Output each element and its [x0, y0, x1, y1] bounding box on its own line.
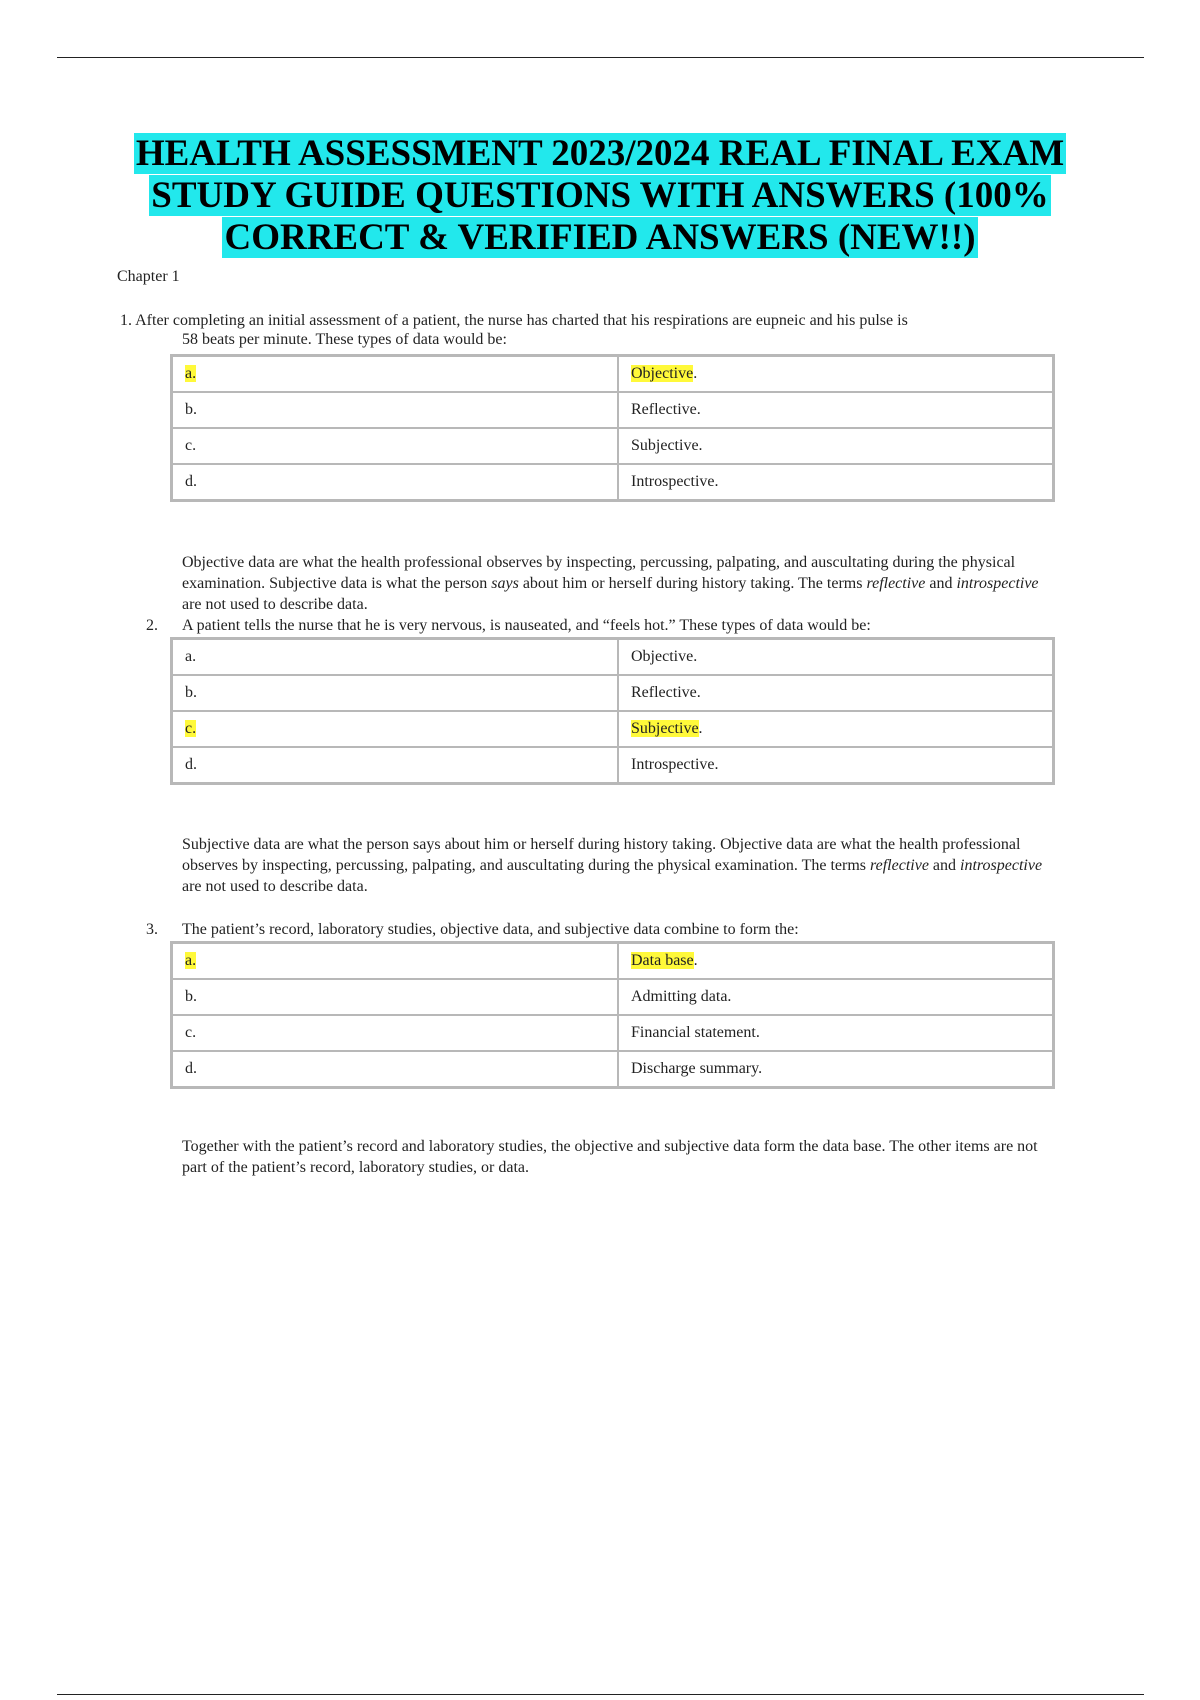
title-line-3: CORRECT & VERIFIED ANSWERS (NEW!!)	[224, 217, 976, 258]
question-3-text: The patient’s record, laboratory studies, objective data, and subjective data combine to form the:	[182, 921, 799, 938]
option-row	[172, 639, 1053, 675]
bottom-rule	[57, 1694, 1144, 1695]
explanation-text: about him or herself during history taking. The terms	[518, 575, 867, 592]
option-letter: d.	[172, 1051, 618, 1087]
explanation-text: Objective data are what the health professional observes by inspecting, percussing, palpating, and auscultating during the physical examination. Subjective data is what the person	[182, 554, 1016, 592]
option-letter: d.	[172, 464, 618, 500]
question-2-number: 2.	[146, 617, 158, 634]
option-text: Financial statement.	[618, 1015, 1053, 1051]
explanation-emphasis: says	[491, 575, 519, 592]
question-1-number: 1.	[120, 312, 132, 329]
question-2-text: A patient tells the nurse that he is very nervous, is nauseated, and “feels hot.” These types of data would be:	[182, 617, 871, 634]
explanation-text: are not used to describe data.	[182, 596, 368, 613]
option-row	[172, 943, 1053, 979]
explanation-emphasis: introspective	[960, 857, 1043, 874]
question-3-options	[170, 941, 1055, 1089]
option-letter: b.	[172, 675, 618, 711]
option-text: Introspective.	[618, 747, 1053, 783]
question-1-line-1: After completing an initial assessment of a patient, the nurse has charted that his respirations are eupneic and his pulse is	[135, 312, 908, 329]
document-title	[110, 133, 1090, 259]
question-3-explanation: Together with the patient’s record and laboratory studies, the objective and subjective data form the data base. The other items are not part of the patient’s record, laboratory studies, or data.	[182, 1138, 1038, 1176]
option-row	[172, 356, 1053, 392]
option-suffix: .	[693, 365, 698, 382]
option-row	[172, 979, 1053, 1015]
option-letter: a.	[185, 365, 197, 382]
option-text: Objective	[631, 365, 694, 382]
explanation-emphasis: introspective	[956, 575, 1039, 592]
option-row	[172, 392, 1053, 428]
option-letter: a.	[172, 639, 618, 675]
question-1-options	[170, 354, 1055, 502]
option-text: Introspective.	[618, 464, 1053, 500]
explanation-text: are not used to describe data.	[182, 878, 368, 895]
question-3-number: 3.	[146, 921, 158, 938]
option-text: Subjective.	[618, 428, 1053, 464]
chapter-heading: Chapter 1	[117, 268, 180, 285]
option-text: Data base	[631, 952, 694, 969]
top-rule	[57, 57, 1144, 58]
option-row	[172, 1051, 1053, 1087]
title-line-2: STUDY GUIDE QUESTIONS WITH ANSWERS (100%	[151, 175, 1049, 216]
option-letter: b.	[172, 392, 618, 428]
explanation-emphasis: reflective	[870, 857, 929, 874]
option-text: Objective.	[618, 639, 1053, 675]
option-letter: c.	[185, 720, 197, 737]
option-text: Admitting data.	[618, 979, 1053, 1015]
option-text: Discharge summary.	[618, 1051, 1053, 1087]
option-suffix: .	[698, 720, 703, 737]
explanation-text: Subjective data are what the person says about him or herself during history taking. Objective data are what the health professional observes by inspecting, percussing, palpating, and auscultating during the physical examination. The terms	[182, 836, 1021, 874]
question-1-text	[120, 311, 1080, 349]
explanation-emphasis: reflective	[866, 575, 926, 592]
option-row	[172, 747, 1053, 783]
option-letter: b.	[172, 979, 618, 1015]
option-row	[172, 1015, 1053, 1051]
option-letter: c.	[172, 1015, 618, 1051]
option-letter: c.	[172, 428, 618, 464]
explanation-text: and	[928, 857, 961, 874]
option-letter: d.	[172, 747, 618, 783]
option-row	[172, 464, 1053, 500]
question-2-options	[170, 637, 1055, 785]
option-letter: a.	[185, 952, 197, 969]
option-row	[172, 675, 1053, 711]
option-text: Reflective.	[618, 392, 1053, 428]
question-1-line-2: 58 beats per minute. These types of data would be:	[182, 331, 507, 348]
title-line-1: HEALTH ASSESSMENT 2023/2024 REAL FINAL EXAM	[135, 133, 1065, 174]
option-row	[172, 711, 1053, 747]
question-2-explanation	[182, 834, 1062, 897]
option-text: Reflective.	[618, 675, 1053, 711]
option-suffix: .	[693, 952, 698, 969]
question-1-explanation	[182, 552, 1062, 615]
explanation-text: and	[925, 575, 957, 592]
option-row	[172, 428, 1053, 464]
option-text: Subjective	[631, 720, 699, 737]
